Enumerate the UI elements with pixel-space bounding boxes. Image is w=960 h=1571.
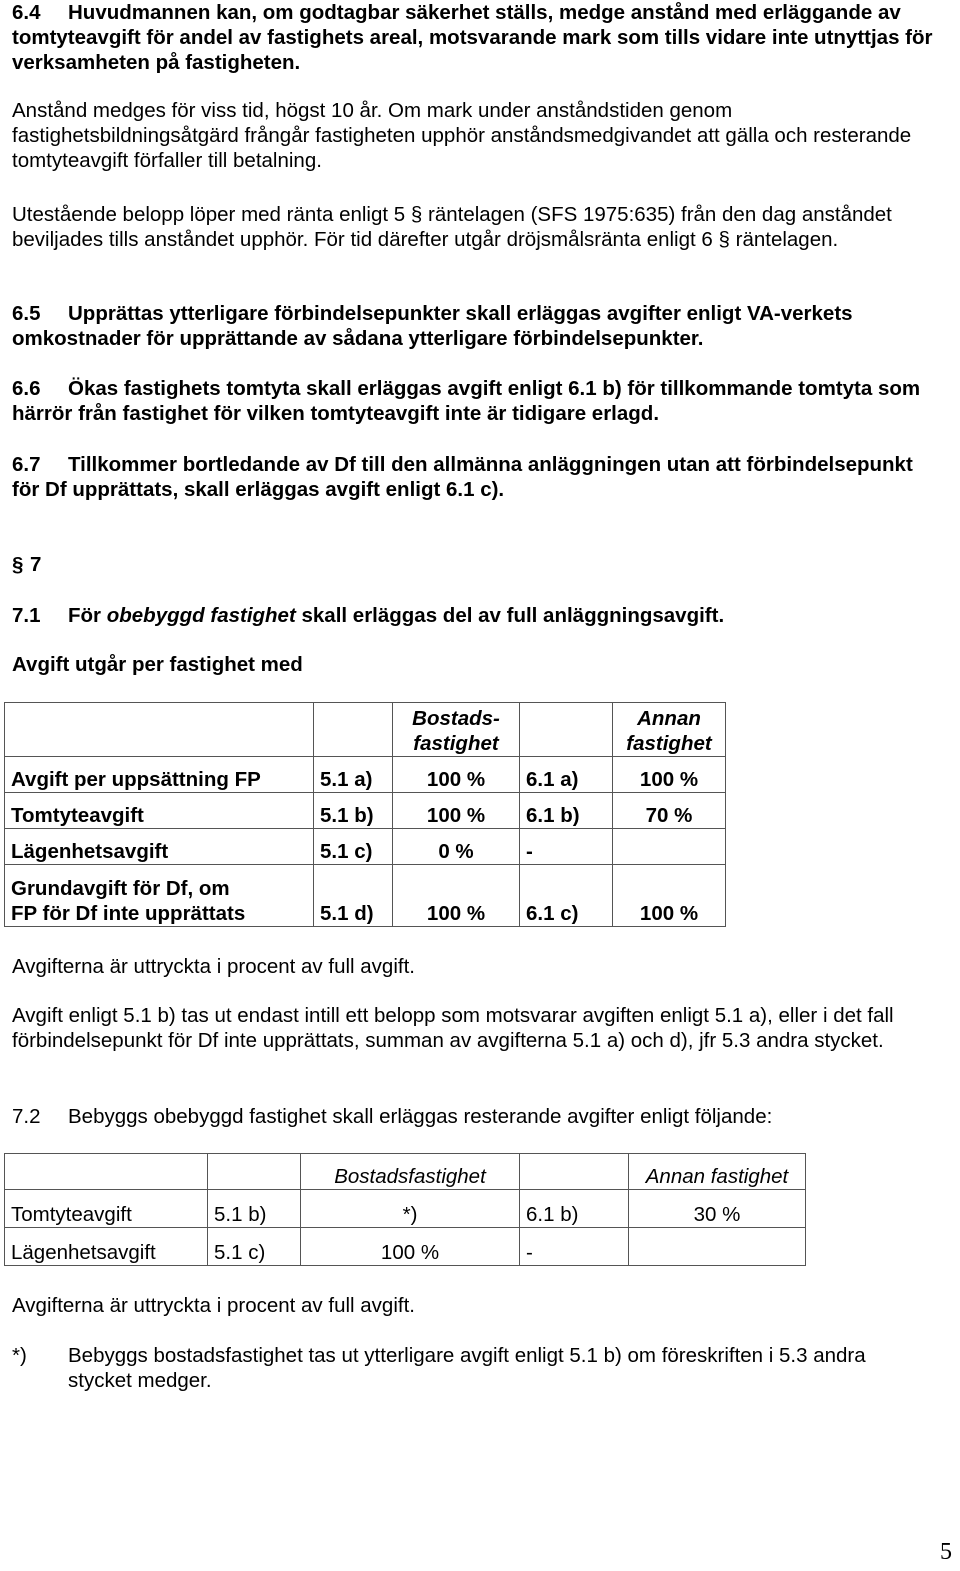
footnote	[12, 1343, 942, 1393]
table-cell: *)	[301, 1190, 520, 1228]
table-cell: 70 %	[613, 793, 726, 829]
section-heading-text: Huvudmannen kan, om godtagbar säkerhet ställs, medge anstånd med erläggande av tomtyteavgift för andel av fastighets areal, motsvarande mark som tills vidare inte utnyttjas för verksamheten på fastigheten.	[12, 1, 933, 74]
table-row	[5, 793, 726, 829]
section-sign: §	[410, 203, 423, 226]
section-number: 6.5	[12, 302, 41, 325]
table-cell: 6.1 b)	[520, 1190, 629, 1228]
table-row	[5, 757, 726, 793]
table-header-cell: Bostadsfastighet	[301, 1154, 520, 1190]
table-cell: Tomtyteavgift	[5, 1190, 208, 1228]
text-part: räntelagen.	[735, 228, 839, 251]
table-cell: 5.1 a)	[314, 757, 393, 793]
text-italic: obebyggd fastighet	[106, 604, 296, 627]
section-number: 6.7	[12, 453, 41, 476]
table-cell: 6.1 c)	[520, 865, 613, 927]
table2-note: Avgifterna är uttryckta i procent av full avgift.	[12, 1294, 415, 1317]
table-cell: 0 %	[393, 829, 520, 865]
section-7-1-sub: Avgift utgår per fastighet med	[12, 653, 303, 676]
table1-note: Avgifterna är uttryckta i procent av full avgift.	[12, 955, 415, 978]
section-6-6	[12, 376, 942, 426]
table-cell: 6.1 b)	[520, 793, 613, 829]
table-cell: Tomtyteavgift	[5, 793, 314, 829]
table-header-row	[5, 1154, 806, 1190]
fee-table-bebyggs	[4, 1153, 806, 1266]
footnote-text: Bebyggs bostadsfastighet tas ut ytterligare avgift enligt 5.1 b) om föreskriften i 5.3 andra stycket medger.	[68, 1344, 866, 1392]
table-header-cell	[520, 1154, 629, 1190]
section-7-1	[12, 603, 942, 628]
table-header-cell	[5, 1154, 208, 1190]
section-6-5	[12, 301, 942, 351]
section-number: 7	[30, 553, 42, 576]
section-text: Upprättas ytterligare förbindelsepunkter skall erläggas avgifter enligt VA-verkets omkostnader för upprättande av sådana ytterligare förbindelsepunkter.	[12, 302, 853, 350]
table-cell: 100 %	[393, 757, 520, 793]
table-cell	[629, 1228, 806, 1266]
text-part: För	[68, 604, 102, 627]
table-header-cell	[314, 703, 393, 757]
table-cell: 5.1 c)	[208, 1228, 301, 1266]
table-cell: Lägenhetsavgift	[5, 829, 314, 865]
section-number: 6.4	[12, 1, 41, 24]
table-header-cell: Annan fastighet	[613, 703, 726, 757]
table-row	[5, 865, 726, 927]
table-cell: 30 %	[629, 1190, 806, 1228]
paragraph-utestaende	[12, 202, 942, 252]
paragraph-anstand: Anstånd medges för viss tid, högst 10 år. Om mark under anståndstiden genom fastighetsbildningsåtgärd frångår fastigheten upphör anståndsmedgivandet att gälla och resterande tomtyteavgift förfaller till betalning.	[12, 99, 912, 172]
table-cell: -	[520, 829, 613, 865]
table-cell: 100 %	[613, 865, 726, 927]
page-number: 5	[940, 1539, 952, 1565]
section-number: 7.2	[12, 1105, 41, 1128]
table-cell: 100 %	[393, 793, 520, 829]
table-row	[5, 1190, 806, 1228]
section-7-2	[12, 1104, 942, 1129]
fee-table-obebyggd	[4, 702, 726, 927]
section-text: Bebyggs obebyggd fastighet skall erläggas resterande avgifter enligt följande:	[68, 1105, 773, 1128]
text-part: Utestående belopp löper med ränta enligt 5	[12, 203, 406, 226]
text-part: skall erläggas del av full anläggningsavgift.	[301, 604, 725, 627]
table-header-row	[5, 703, 726, 757]
table-header-cell	[520, 703, 613, 757]
table-cell: Avgift per uppsättning FP	[5, 757, 314, 793]
table-cell: 5.1 b)	[208, 1190, 301, 1228]
paragraph-avgift-enligt: Avgift enligt 5.1 b) tas ut endast intill ett belopp som motsvarar avgiften enligt 5.1 a), eller i det fall förbindelsepunkt för Df inte upprättats, summan av avgifterna 5.1 a) och d), jfr 5.3 andra stycket.	[12, 1004, 894, 1052]
section-number: 7.1	[12, 604, 41, 627]
table-cell: 100 %	[613, 757, 726, 793]
table-row	[5, 1228, 806, 1266]
table-cell: 100 %	[301, 1228, 520, 1266]
table-cell: Lägenhetsavgift	[5, 1228, 208, 1266]
table-cell	[613, 829, 726, 865]
text-part: räntelagen (SFS 1975:635) från den dag anståndet beviljades tills anståndet upphör. För tid därefter utgår dröjsmålsränta enligt 6	[12, 203, 892, 251]
table-header-cell	[5, 703, 314, 757]
table-header-cell	[208, 1154, 301, 1190]
section-6-4-heading	[12, 0, 942, 75]
table-header-cell: Bostads- fastighet	[393, 703, 520, 757]
table-cell: 5.1 b)	[314, 793, 393, 829]
footnote-mark: *)	[12, 1344, 27, 1367]
table-cell: 5.1 d)	[314, 865, 393, 927]
table-cell: Grundavgift för Df, om FP för Df inte upprättats	[5, 865, 314, 927]
table-cell: -	[520, 1228, 629, 1266]
section-6-7	[12, 452, 942, 502]
section-sign: §	[718, 228, 730, 251]
section-sign: §	[12, 553, 24, 576]
table-cell: 5.1 c)	[314, 829, 393, 865]
table-row	[5, 829, 726, 865]
section-text: Ökas fastighets tomtyta skall erläggas avgift enligt 6.1 b) för tillkommande tomtyta som härrör från fastighet för vilken tomtyteavgift inte är tidigare erlagd.	[12, 377, 921, 425]
table-header-cell: Annan fastighet	[629, 1154, 806, 1190]
table-cell: 100 %	[393, 865, 520, 927]
section-number: 6.6	[12, 377, 41, 400]
table-cell: 6.1 a)	[520, 757, 613, 793]
section-text: Tillkommer bortledande av Df till den allmänna anläggningen utan att förbindelsepunkt för Df upprättats, skall erläggas avgift enligt 6.1 c).	[12, 453, 913, 501]
section-7-heading	[12, 552, 41, 577]
